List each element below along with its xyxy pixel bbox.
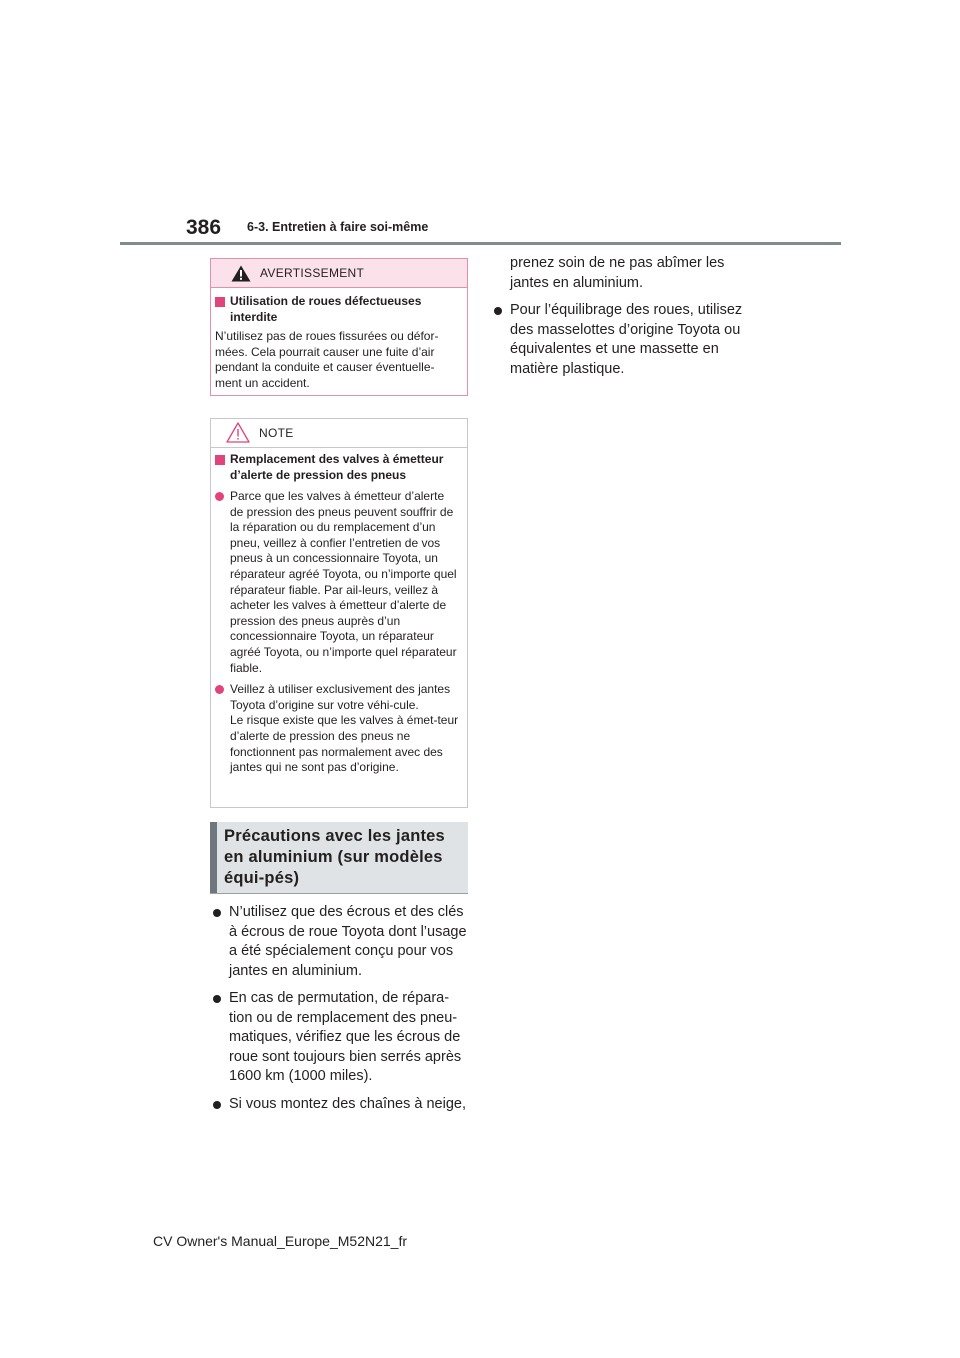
section-heading-text: Précautions avec les jantes en aluminium (sur modèles équi-pés) <box>224 827 445 887</box>
list-item-text: Si vous montez des chaînes à neige, <box>229 1095 466 1112</box>
note-item <box>215 682 460 776</box>
body-bullet-list <box>210 903 468 1122</box>
list-item-text: En cas de permutation, de répara-tion ou de remplacement des pneu-matiques, vérifiez que les écrous de roue sont toujours bien serrés après 1600 km (1000 miles). <box>229 990 462 1084</box>
warning-body <box>211 288 467 391</box>
square-bullet-icon <box>215 297 225 307</box>
warning-text: N’utilisez pas de roues fissurées ou défor-mées. Cela pourrait causer une fuite d’air pendant la conduite et causer éventuelle-ment un accident. <box>215 329 439 390</box>
continued-text: prenez soin de ne pas abîmer les jantes en aluminium. <box>510 255 725 291</box>
list-item <box>210 903 468 981</box>
page-number: 386 <box>186 216 222 239</box>
list-item-text: N’utilisez que des écrous et des clés à écrous de roue Toyota dont l’usage a été spécialement conçu pour vos jantes en aluminium. <box>229 904 467 979</box>
list-item <box>494 301 754 379</box>
round-bullet-icon <box>215 492 224 501</box>
header-rule <box>120 242 841 245</box>
note-title: Remplacement des valves à émetteur d’alerte de pression des pneus <box>230 452 444 482</box>
warning-box <box>210 258 468 396</box>
note-item-text: Le risque existe que les valves à émet-teur d’alerte de pression des pneus ne fonctionnent pas normalement avec des jantes qui ne sont pas d’origine. <box>230 713 459 775</box>
section-label: 6-3. Entretien à faire soi-même <box>247 220 429 234</box>
heading-accent-bar <box>210 822 217 893</box>
square-bullet-icon <box>215 455 225 465</box>
note-item-text: Parce que les valves à émetteur d’alerte de pression des pneus peuvent souffrir de la réparation ou du remplacement d’un pneu, veillez à confier l’entretien de vos pneus à un concessionnaire Toyota, un réparateur agréé Toyota, ou n’importe quel réparateur fiable. Par ail-leurs, veillez à acheter les valves à émetteur d’alerte de pression des pneus auprès d’un concessionnaire Toyota, un réparateur agréé Toyota, ou n’importe quel réparateur fiable. <box>230 489 457 675</box>
note-header <box>211 419 467 448</box>
warning-title: Utilisation de roues défectueuses interdite <box>230 294 422 324</box>
note-item-text: Veillez à utiliser exclusivement des jantes Toyota d’origine sur votre véhi-cule. <box>230 682 451 712</box>
bullet-icon <box>213 909 221 917</box>
right-column <box>494 254 754 387</box>
round-bullet-icon <box>215 685 224 694</box>
note-body <box>211 448 467 776</box>
warning-label: AVERTISSEMENT <box>260 266 365 280</box>
note-item <box>215 489 460 676</box>
bullet-icon <box>213 1101 221 1109</box>
note-subheading <box>215 452 460 483</box>
bullet-icon <box>213 995 221 1003</box>
bullet-icon <box>494 307 502 315</box>
caution-triangle-icon <box>226 422 250 443</box>
section-heading <box>210 822 468 894</box>
list-item <box>210 989 468 1087</box>
note-label: NOTE <box>259 426 294 440</box>
note-box <box>210 418 468 808</box>
warning-subheading <box>215 294 460 325</box>
list-item-text: Pour l’équilibrage des roues, utilisez des masselottes d’origine Toyota ou équivalentes et une massette en matière plastique. <box>510 302 743 377</box>
warning-triangle-icon <box>231 265 251 282</box>
warning-header <box>211 259 467 288</box>
list-item <box>210 1095 468 1115</box>
footer-manual-id: CV Owner's Manual_Europe_M52N21_fr <box>152 1233 408 1249</box>
